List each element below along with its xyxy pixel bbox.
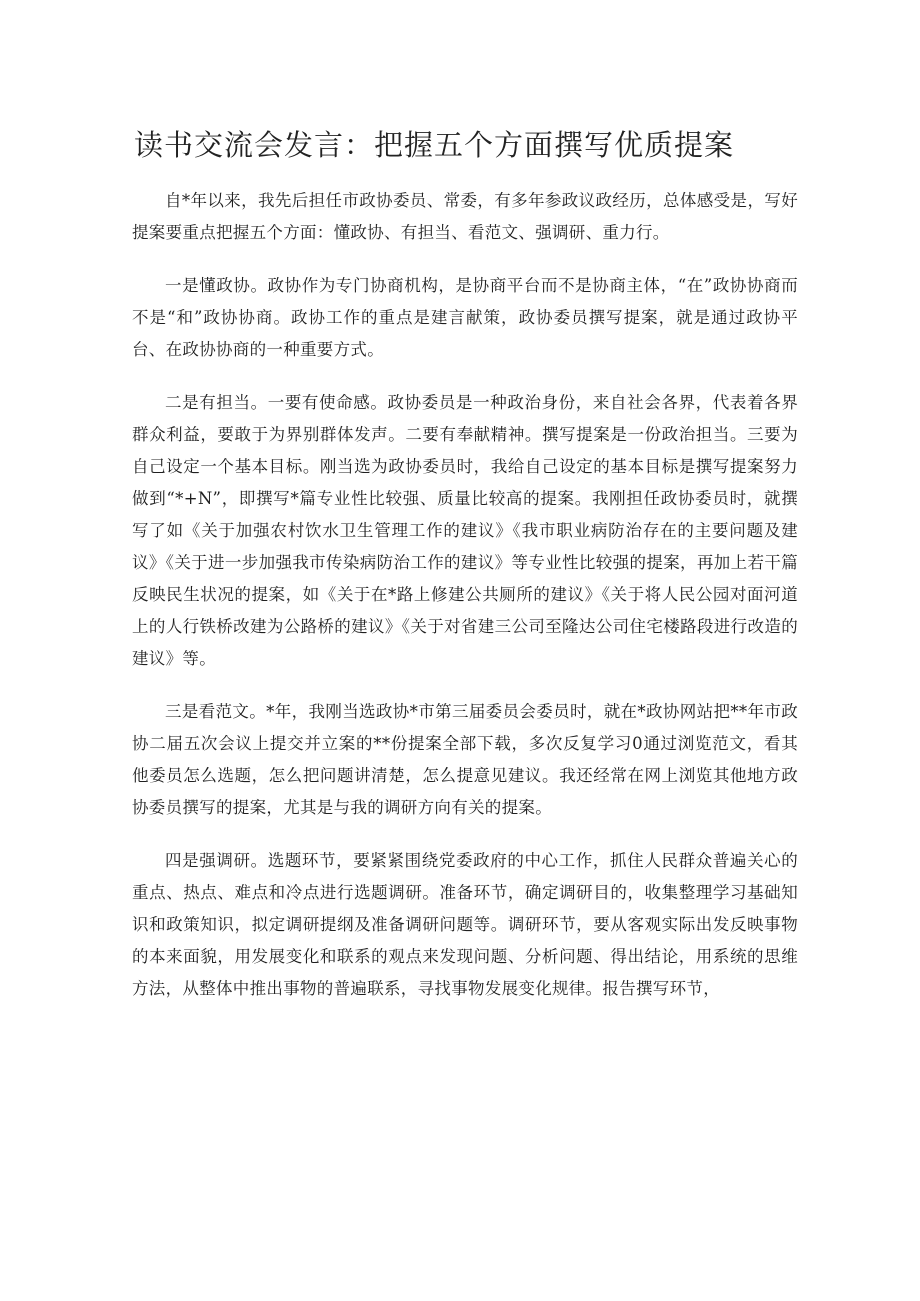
paragraph-point-three: 三是看范文。*年，我刚当选政协*市第三届委员会委员时，就在*政协网站把**年市政协二届五次会议上提交并立案的**份提案全部下载，多次反复学习0通过浏览范文，看其他委员怎么选题，怎么把问题讲清楚，怎么提意见建议。我还经常在网上浏览其他地方政协委员撰写的提案，尤其是与我的调研方向有关的提案。 <box>132 702 798 817</box>
paragraph-point-one: 一是懂政协。政协作为专门协商机构，是协商平台而不是协商主体，“在”政协协商而不是“和”政协协商。政协工作的重点是建言献策，政协委员撰写提案，就是通过政协平台、在政协协商的一种重要方式。 <box>132 276 798 359</box>
paragraph-intro: 自*年以来，我先后担任市政协委员、常委，有多年参政议政经历，总体感受是，写好提案要重点把握五个方面：懂政协、有担当、看范文、强调研、重力行。 <box>132 191 798 242</box>
document-body <box>132 185 798 1026</box>
paragraph-point-two: 二是有担当。一要有使命感。政协委员是一种政治身份，来自社会各界，代表着各界群众利益，要敢于为界别群体发声。二要有奉献精神。撰写提案是一份政治担当。三要为自己设定一个基本目标。刚当选为政协委员时，我给自己设定的基本目标是撰写提案努力做到“*+N”，即撰写*篇专业性比较强、质量比较高的提案。我刚担任政协委员时，就撰写了如《关于加强农村饮水卫生管理工作的建议》《我市职业病防治存在的主要问题及建议》《关于进一步加强我市传染病防治工作的建议》等专业性比较强的提案，再加上若干篇反映民生状况的提案，如《关于在*路上修建公共厕所的建议》《关于将人民公园对面河道上的人行铁桥改建为公路桥的建议》《关于对省建三公司至隆达公司住宅楼路段进行改造的建议》等。 <box>132 393 798 668</box>
document-title: 读书交流会发言：把握五个方面撰写优质提案 <box>134 128 735 162</box>
paragraph-point-four: 四是强调研。选题环节，要紧紧围绕党委政府的中心工作，抓住人民群众普遍关心的重点、热点、难点和冷点进行选题调研。准备环节，确定调研目的，收集整理学习基础知识和政策知识，拟定调研提纲及准备调研问题等。调研环节，要从客观实际出发反映事物的本来面貌，用发展变化和联系的观点来发现问题、分析问题、得出结论，用系统的思维方法，从整体中推出事物的普遍联系，寻找事物发展变化规律。报告撰写环节， <box>132 851 798 998</box>
